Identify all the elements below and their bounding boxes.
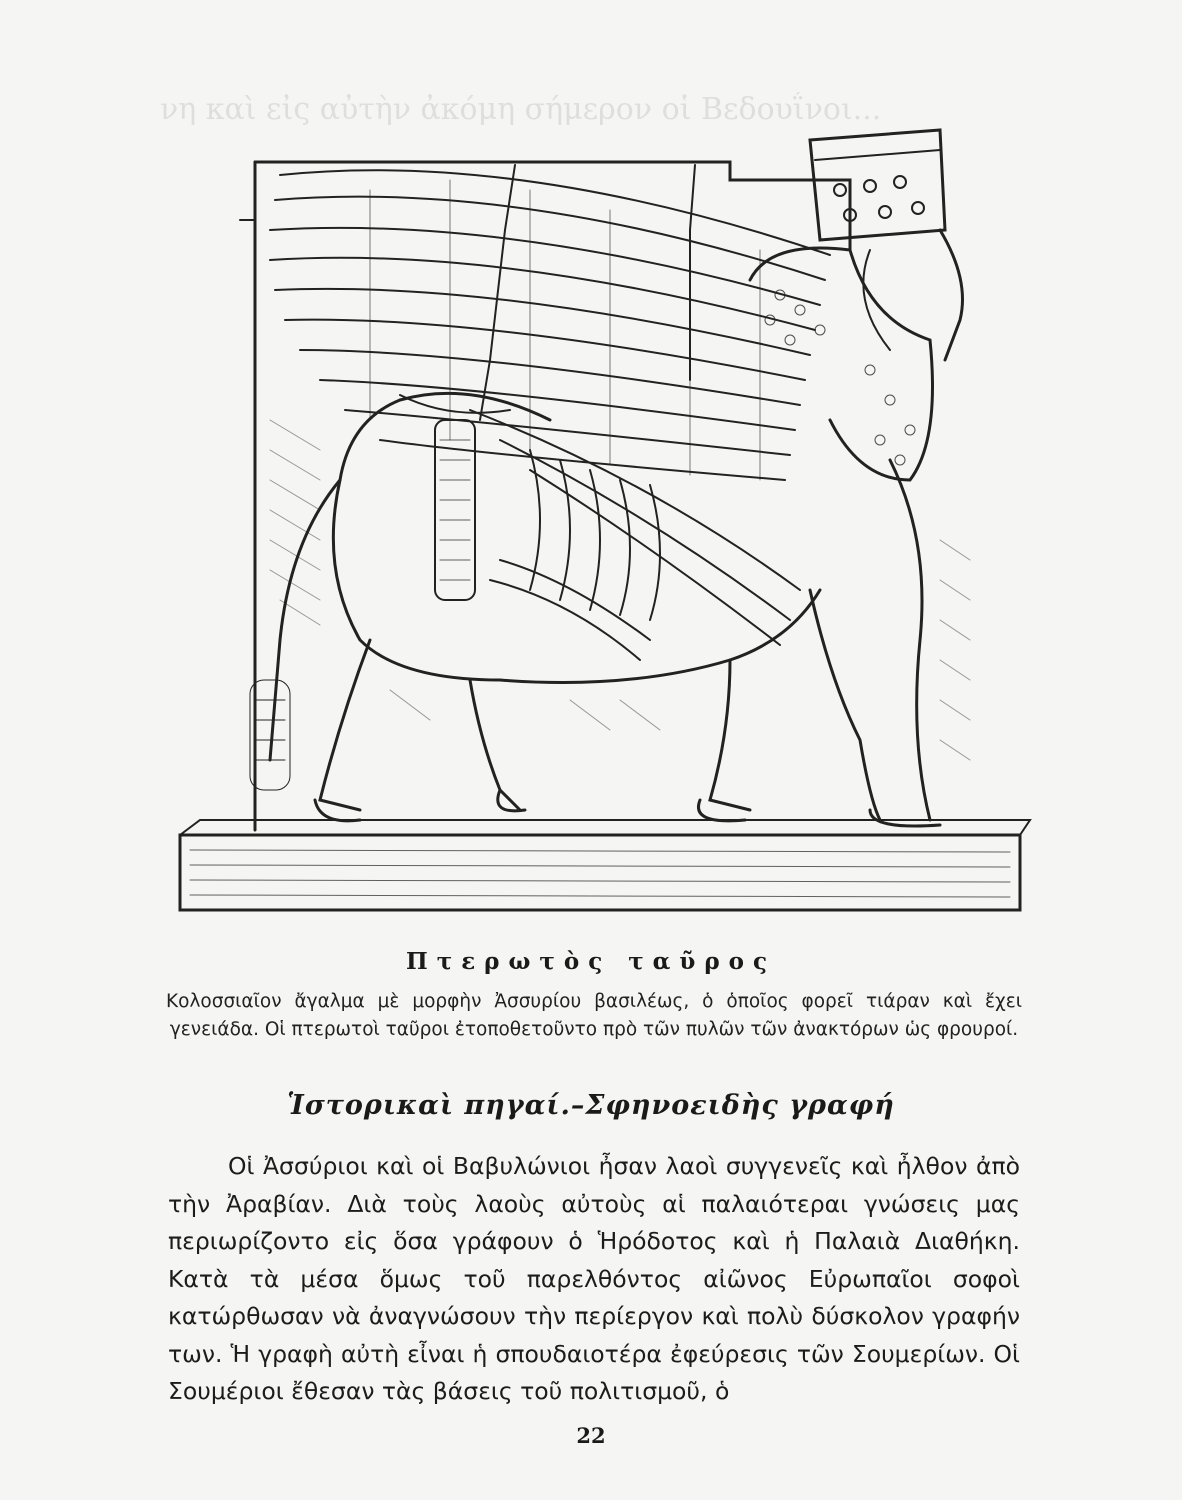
- body-paragraph: Οἱ Ἀσσύριοι καὶ οἱ Βαβυλώνιοι ἦσαν λαοὶ συγγενεῖς καὶ ἦλθον ἀπὸ τὴν Ἀραβίαν. Διὰ τοὺς λαοὺς αὐτοὺς αἱ παλαιότεραι γνώσεις μας περιωρίζοντο εἰς ὅσα γράφουν ὁ Ἡρόδοτος καὶ ἡ Παλαιὰ Διαθήκη. Κατὰ τὰ μέσα ὅμως τοῦ παρελθόντος αἰῶνος Εὐρωπαῖοι σοφοὶ κατώρθωσαν νὰ ἀναγνώσουν τὴν περίεργον καὶ πολὺ δύσκολον γραφήν των. Ἡ γραφὴ αὐτὴ εἶναι ἡ σπουδαιοτέρα ἐφεύρεσις τῶν Σουμερίων. Οἱ Σουμέριοι ἔθεσαν τὰς βάσεις τοῦ πολιτισμοῦ, ὁ: [168, 1152, 1020, 1405]
- figure-caption-text: Κολοσσιαῖον ἄγαλμα μὲ μορφὴν Ἀσσυρίου βασιλέως, ὁ ὁποῖος φορεῖ τιάραν καὶ ἔχει γενειάδα. Οἱ πτερωτοὶ ταῦροι ἐτοποθετοῦντο πρὸ τῶν πυλῶν τῶν ἀνακτόρων ὡς φρουροί.: [166, 991, 1022, 1040]
- page-number: 22: [576, 1423, 606, 1448]
- bleed-through-text: νη καὶ εἰς αὐτὴν ἀκόμη σήμερον οἱ Βεδουΐνοι...: [160, 92, 882, 127]
- winged-bull-illustration: [170, 120, 1050, 930]
- figure-caption-title: Πτερωτὸς ταῦρος: [406, 948, 776, 975]
- section-heading: Ἱστορικαὶ πηγαί.–Σφηνοειδὴς γραφή: [287, 1090, 895, 1121]
